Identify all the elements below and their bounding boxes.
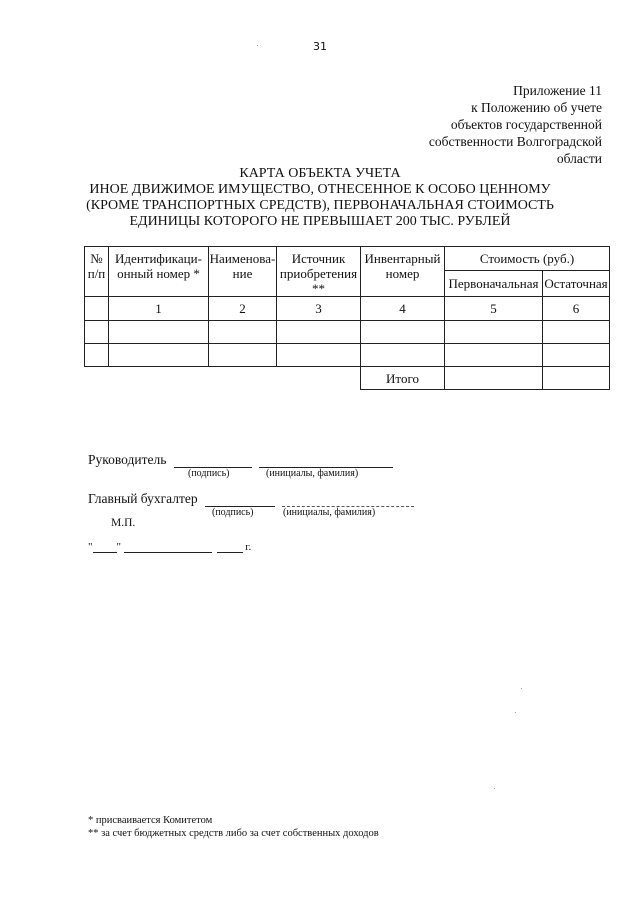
accountant-signature-row	[88, 491, 414, 507]
table-cell	[209, 344, 277, 367]
table-cell	[445, 344, 543, 367]
scan-dot	[521, 688, 522, 689]
table-cell	[543, 344, 610, 367]
table-cell	[209, 321, 277, 344]
date-row	[88, 541, 251, 553]
registry-table	[84, 246, 610, 390]
date-quote: "	[88, 541, 93, 553]
header-inventory-number	[361, 247, 445, 297]
header-text: Источник	[291, 251, 346, 266]
scan-dot	[515, 712, 516, 713]
header-cost-initial: Первоначальная	[445, 271, 543, 297]
scan-dot	[494, 788, 495, 789]
appendix-header	[342, 82, 602, 167]
table-cell	[85, 367, 361, 390]
table-cell	[85, 321, 109, 344]
date-year-line[interactable]	[217, 541, 243, 553]
accountant-initials-line[interactable]	[282, 492, 414, 507]
page-number: 31	[313, 40, 327, 53]
column-number: 1	[109, 297, 209, 321]
appendix-line: собственности Волгоградской	[428, 134, 602, 149]
header-cost-residual: Остаточная	[543, 271, 610, 297]
table-cell	[109, 321, 209, 344]
table-cell	[277, 321, 361, 344]
head-initials-line[interactable]	[259, 453, 393, 468]
table-cell	[361, 344, 445, 367]
footnote: ** за счет бюджетных средств либо за счет собственных доходов	[88, 828, 379, 839]
header-source	[277, 247, 361, 297]
table-row	[85, 344, 610, 367]
header-cost: Стоимость (руб.)	[445, 247, 610, 271]
appendix-line: области	[556, 151, 602, 166]
scan-dot	[257, 45, 258, 46]
table-cell	[445, 321, 543, 344]
table-row	[85, 321, 610, 344]
header-number	[85, 247, 109, 297]
chief-accountant-label: Главный бухгалтер	[88, 491, 198, 506]
column-number: 2	[209, 297, 277, 321]
header-text: Идентификаци-	[115, 251, 202, 266]
header-name	[209, 247, 277, 297]
appendix-line: Приложение 11	[513, 83, 602, 98]
header-text: Наименова-	[209, 251, 276, 266]
header-text: Инвентарный	[364, 251, 441, 266]
footnotes	[88, 814, 379, 840]
document-title	[80, 166, 560, 230]
header-text: №	[90, 251, 103, 266]
header-text: приобретения	[279, 266, 358, 281]
date-year-suffix: г.	[245, 541, 252, 553]
table-cell	[85, 344, 109, 367]
header-text: п/п	[87, 266, 106, 281]
total-residual-cell	[543, 367, 610, 390]
appendix-line: к Положению об учете	[471, 100, 602, 115]
header-text: ние	[232, 266, 253, 281]
head-label: Руководитель	[88, 452, 167, 467]
initials-caption: (инициалы, фамилия)	[266, 468, 359, 479]
stamp-placeholder: М.П.	[111, 517, 136, 529]
header-text: онный номер *	[117, 266, 200, 281]
head-signature-line[interactable]	[174, 453, 252, 468]
column-number: 3	[277, 297, 361, 321]
header-text: **	[312, 281, 325, 296]
date-month-line[interactable]	[124, 541, 212, 553]
column-number: 5	[445, 297, 543, 321]
table-cell	[109, 344, 209, 367]
signature-caption: (подпись)	[188, 468, 230, 479]
appendix-line: объектов государственной	[450, 117, 602, 132]
total-initial-cell	[445, 367, 543, 390]
column-number: 4	[361, 297, 445, 321]
title-line: (КРОМЕ ТРАНСПОРТНЫХ СРЕДСТВ), ПЕРВОНАЧАЛЬНАЯ СТОИМОСТЬ	[86, 198, 554, 213]
header-identifier	[109, 247, 209, 297]
table-cell	[543, 321, 610, 344]
total-row	[85, 367, 610, 390]
total-label: Итого	[361, 367, 445, 390]
footnote: * присваивается Комитетом	[88, 815, 213, 826]
header-text: номер	[385, 266, 420, 281]
head-signature-row	[88, 452, 393, 468]
date-quote: "	[116, 541, 121, 553]
column-number: 6	[543, 297, 610, 321]
table-cell	[85, 297, 109, 321]
title-line: ЕДИНИЦЫ КОТОРОГО НЕ ПРЕВЫШАЕТ 200 ТЫС. РУБЛЕЙ	[129, 214, 511, 229]
accountant-signature-line[interactable]	[205, 492, 275, 507]
date-day-line[interactable]	[93, 541, 117, 553]
table-cell	[361, 321, 445, 344]
title-line: ИНОЕ ДВИЖИМОЕ ИМУЩЕСТВО, ОТНЕСЕННОЕ К ОСОБО ЦЕННОМУ	[89, 182, 551, 197]
table-cell	[277, 344, 361, 367]
signature-caption: (подпись)	[212, 507, 254, 518]
initials-caption: (инициалы, фамилия)	[283, 507, 376, 518]
title-line: КАРТА ОБЪЕКТА УЧЕТА	[239, 166, 401, 181]
